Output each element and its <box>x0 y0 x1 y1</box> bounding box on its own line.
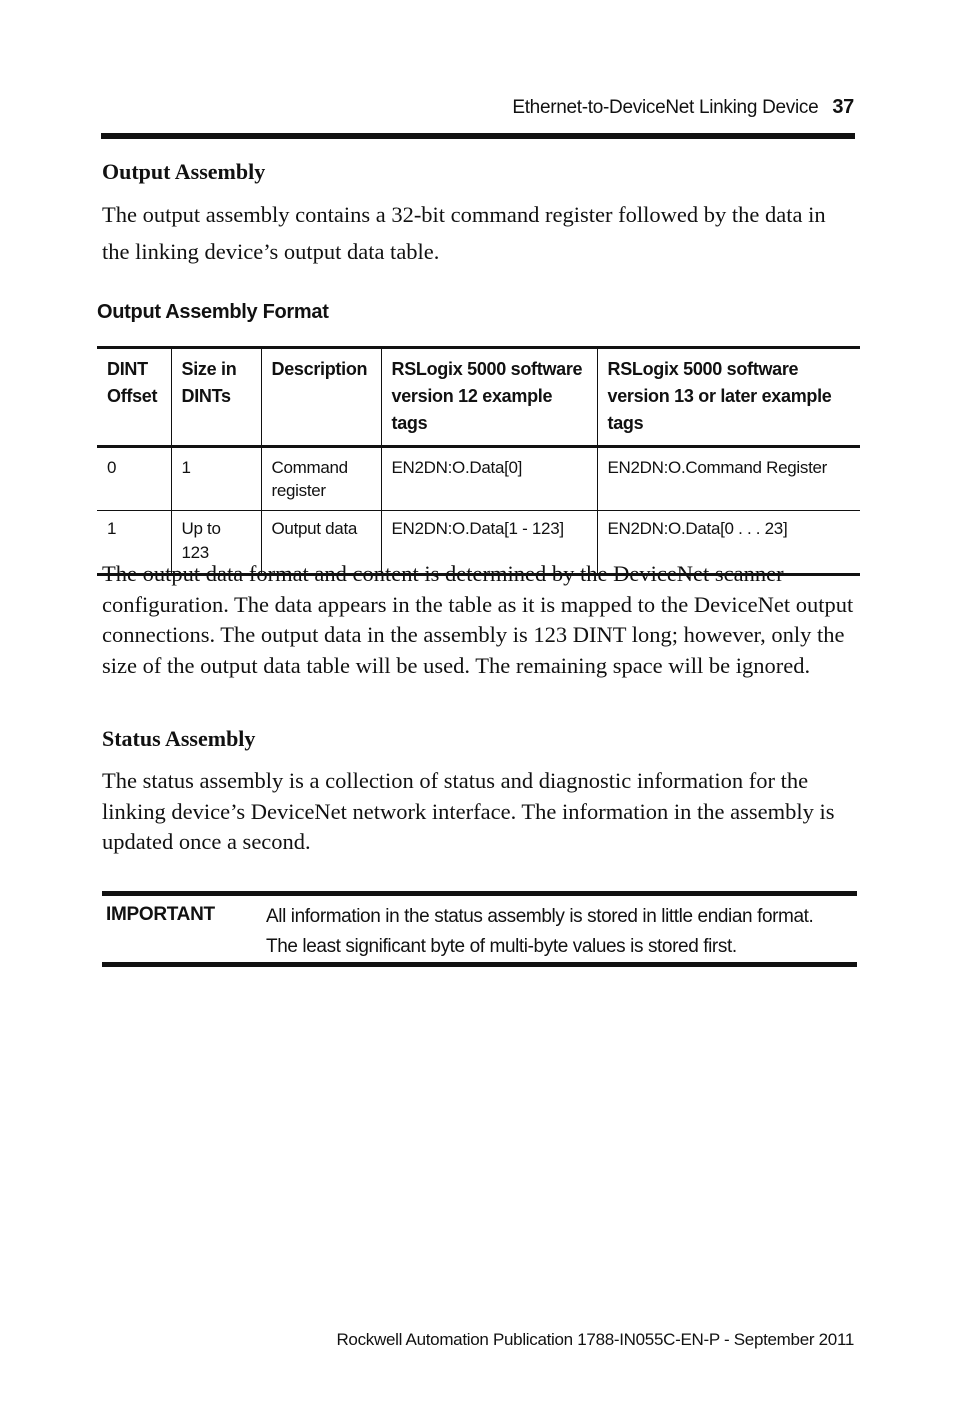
col-header-v13-tags: RSLogix 5000 software version 13 or later example tags <box>597 348 860 447</box>
col-header-description: Description <box>261 348 381 447</box>
running-header-title: Ethernet-to-DeviceNet Linking Device <box>512 97 819 118</box>
status-assembly-heading: Status Assembly <box>102 726 256 751</box>
table-header-row <box>97 348 860 447</box>
cell-v12-tag: EN2DN:O.Data[1 - 123] <box>381 511 597 575</box>
cell-size: Up to 123 <box>171 511 261 575</box>
status-assembly-paragraph: The status assembly is a collection of status and diagnostic information for the linking device’s DeviceNet network interface. The information in the assembly is updated once a second. <box>102 768 835 855</box>
output-assembly-format-table <box>97 346 860 576</box>
page-number: 37 <box>832 96 854 118</box>
cell-v12-tag: EN2DN:O.Data[0] <box>381 447 597 511</box>
cell-description: Output data <box>261 511 381 575</box>
important-label: IMPORTANT <box>106 904 215 925</box>
cell-size: 1 <box>171 447 261 511</box>
header-rule <box>101 133 855 139</box>
cell-dint-offset: 1 <box>107 519 117 538</box>
footer-publication: Rockwell Automation Publication 1788-IN055C-EN-P - September 2011 <box>336 1330 854 1349</box>
table-title: Output Assembly Format <box>97 301 329 323</box>
output-data-paragraph: The output data format and content is determined by the DeviceNet scanner configuration. The data appears in the table as it is mapped to the DeviceNet output connections. The output data in the assembly is 123 DINT long; however, only the size of the output data table will be used. The remaining space will be ignored. <box>102 561 854 679</box>
col-header-size-in-dints: Size in DINTs <box>171 348 261 447</box>
table-row <box>97 447 860 511</box>
col-header-dint-offset: DINT Offset <box>107 359 158 406</box>
cell-description: Command register <box>261 447 381 511</box>
cell-dint-offset: 0 <box>107 458 117 477</box>
output-assembly-intro: The output assembly contains a 32-bit command register followed by the data in the linking device’s output data table. <box>102 202 826 264</box>
cell-v13-tag: EN2DN:O.Command Register <box>597 447 860 511</box>
running-header <box>512 96 854 119</box>
output-assembly-heading: Output Assembly <box>102 159 266 184</box>
col-header-v12-tags: RSLogix 5000 software version 12 example tags <box>381 348 597 447</box>
important-text: All information in the status assembly is stored in little endian format. The least significant byte of multi-byte values is stored first. <box>266 906 814 957</box>
cell-v13-tag: EN2DN:O.Data[0 . . . 23] <box>597 511 860 575</box>
important-callout <box>102 891 857 967</box>
